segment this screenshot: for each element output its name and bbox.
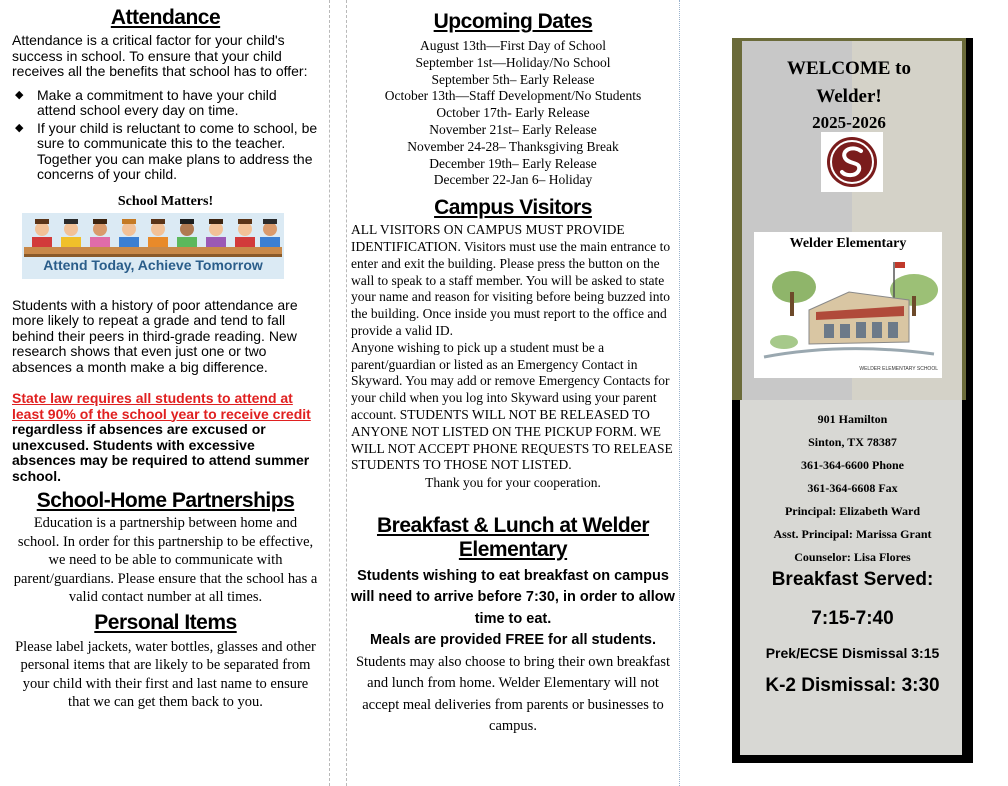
school-matters-banner bbox=[22, 213, 284, 279]
partnerships-text: Education is a partnership between home and school. In order for this partnership to be effective, we need to be able to communicate with parent/guardians. Please ensure that the school has a valid contact number at all times. bbox=[13, 515, 318, 605]
k2-dismissal: K-2 Dismissal: 3:30 bbox=[765, 675, 940, 696]
diamond-bullet-icon: ◆ bbox=[15, 88, 24, 101]
list-item: August 13th—First Day of School bbox=[419, 38, 606, 53]
list-item: October 17th- Early Release bbox=[436, 105, 590, 121]
state-law-rest: regardless if absences are excused or unexcused. Students with excessive absences may be required to attend summer school. bbox=[12, 421, 310, 484]
school-logo-icon bbox=[821, 132, 883, 192]
contact-info bbox=[732, 408, 973, 569]
visitors-thanks: Thank you for your cooperation. bbox=[425, 475, 601, 491]
banner-caption: Attend Today, Achieve Tomorrow bbox=[43, 256, 263, 273]
school-year: 2025-2026 bbox=[812, 113, 886, 132]
personal-items-heading: Personal Items bbox=[94, 610, 237, 634]
partnerships-heading: School-Home Partnerships bbox=[36, 489, 295, 512]
dates-list bbox=[351, 38, 675, 189]
list-item: November 24-28– Thanksgiving Break bbox=[407, 138, 619, 154]
list-item: ◆ Make a commitment to have your child attend school every day on time. bbox=[15, 86, 277, 118]
breakfast-bold-2: Meals are provided FREE for all students. bbox=[369, 632, 657, 649]
list-item: December 19th– Early Release bbox=[429, 155, 597, 171]
attendance-heading: Attendance bbox=[110, 6, 221, 29]
drawing-caption: WELDER ELEMENTARY SCHOOL bbox=[859, 366, 938, 372]
list-item: September 1st—Holiday/No School bbox=[415, 54, 611, 70]
visitors-para-1: ALL VISITORS ON CAMPUS MUST PROVIDE IDENTIFICATION. Visitors must use the main entrance to enter and exit the building. Please press the button on the wall to speak to a staff member. You will be asked to state your name and reason for visiting before being buzzed into the building. Once inside you must report to the office and provide a valid ID. bbox=[351, 222, 671, 338]
upcoming-dates-heading: Upcoming Dates bbox=[433, 10, 593, 33]
list-item: November 21st– Early Release bbox=[429, 121, 597, 137]
drawing-school-name: Welder Elementary bbox=[789, 236, 907, 251]
school-drawing bbox=[754, 232, 942, 378]
asst-principal: Asst. Principal: Marissa Grant bbox=[773, 527, 932, 541]
list-item: ◆ If your child is reluctant to come to school, be sure to communicate this to the teacher. Together you can make plans to address the concerns of your child. bbox=[15, 119, 318, 182]
state-law-paragraph bbox=[12, 391, 319, 484]
students-at-desks-icon bbox=[22, 215, 284, 259]
personal-items-text: Please label jackets, water bottles, glasses and other personal items that are likely to be separated from your child with their first and last name to ensure that we can get them back to you. bbox=[15, 638, 316, 710]
banner-title: School Matters! bbox=[117, 193, 214, 209]
visitors-para-2: Anyone wishing to pick up a student must be a parent/guardian or listed as an Emergency Contact in Skyward. You may add or remove Emergency Contacts for your child when you log into Skyward using your parent account. STUDENTS WILL NOT BE RELEASED TO ANYONE NOT LISTED ON THE PICKUP FORM. WE WILL NOT ACCEPT PHONE REQUESTS TO RELEASE STUDENTS TO THOSE NOT LISTED. bbox=[351, 339, 673, 473]
state-law-highlight: State law requires all students to attend at least 90% of the school year to receive credit bbox=[12, 390, 311, 422]
prek-dismissal: Prek/ECSE Dismissal 3:15 bbox=[765, 645, 940, 661]
school-building-icon bbox=[754, 232, 942, 378]
breakfast-time: 7:15-7:40 bbox=[811, 608, 894, 629]
welcome-panel bbox=[732, 38, 973, 763]
attendance-bullets bbox=[12, 88, 319, 183]
attendance-column bbox=[0, 0, 330, 786]
principal: Principal: Elizabeth Ward bbox=[784, 504, 921, 518]
breakfast-heading: Breakfast & Lunch at Welder Elementary bbox=[376, 513, 650, 561]
city: Sinton, TX 78387 bbox=[808, 435, 897, 449]
list-item: December 22-Jan 6– Holiday bbox=[433, 172, 593, 188]
breakfast-served-label: Breakfast Served: bbox=[771, 569, 934, 590]
breakfast-body: Students may also choose to bring their own breakfast and lunch from home. Welder Elementary will not accept meal deliveries from parents or businesses to campus. bbox=[355, 653, 671, 735]
counselor: Counselor: Lisa Flores bbox=[794, 550, 911, 564]
info-column bbox=[346, 0, 680, 786]
breakfast-text bbox=[351, 566, 675, 738]
attendance-intro: Attendance is a critical factor for your child's success in school. To ensure that your child receives all the benefits that school has to offer: bbox=[12, 32, 308, 79]
visitors-text bbox=[351, 222, 675, 492]
phone: 361-364-6600 Phone bbox=[801, 458, 904, 472]
attendance-history-text: Students with a history of poor attendance are more likely to repeat a grade and tend to fall behind their peers in third-grade reading. New research shows that even just one or two absences a month make a big difference. bbox=[12, 296, 298, 375]
fax: 361-364-6608 Fax bbox=[807, 481, 898, 495]
campus-visitors-heading: Campus Visitors bbox=[434, 196, 592, 220]
diamond-bullet-icon: ◆ bbox=[15, 121, 24, 134]
welcome-title: WELCOME to Welder! bbox=[786, 58, 912, 107]
address: 901 Hamilton bbox=[817, 412, 888, 426]
list-item: September 5th– Early Release bbox=[431, 71, 595, 87]
breakfast-bold-1: Students wishing to eat breakfast on campus will need to arrive before 7:30, in order to allow time to eat. bbox=[351, 567, 675, 627]
list-item: October 13th—Staff Development/No Students bbox=[384, 88, 642, 104]
